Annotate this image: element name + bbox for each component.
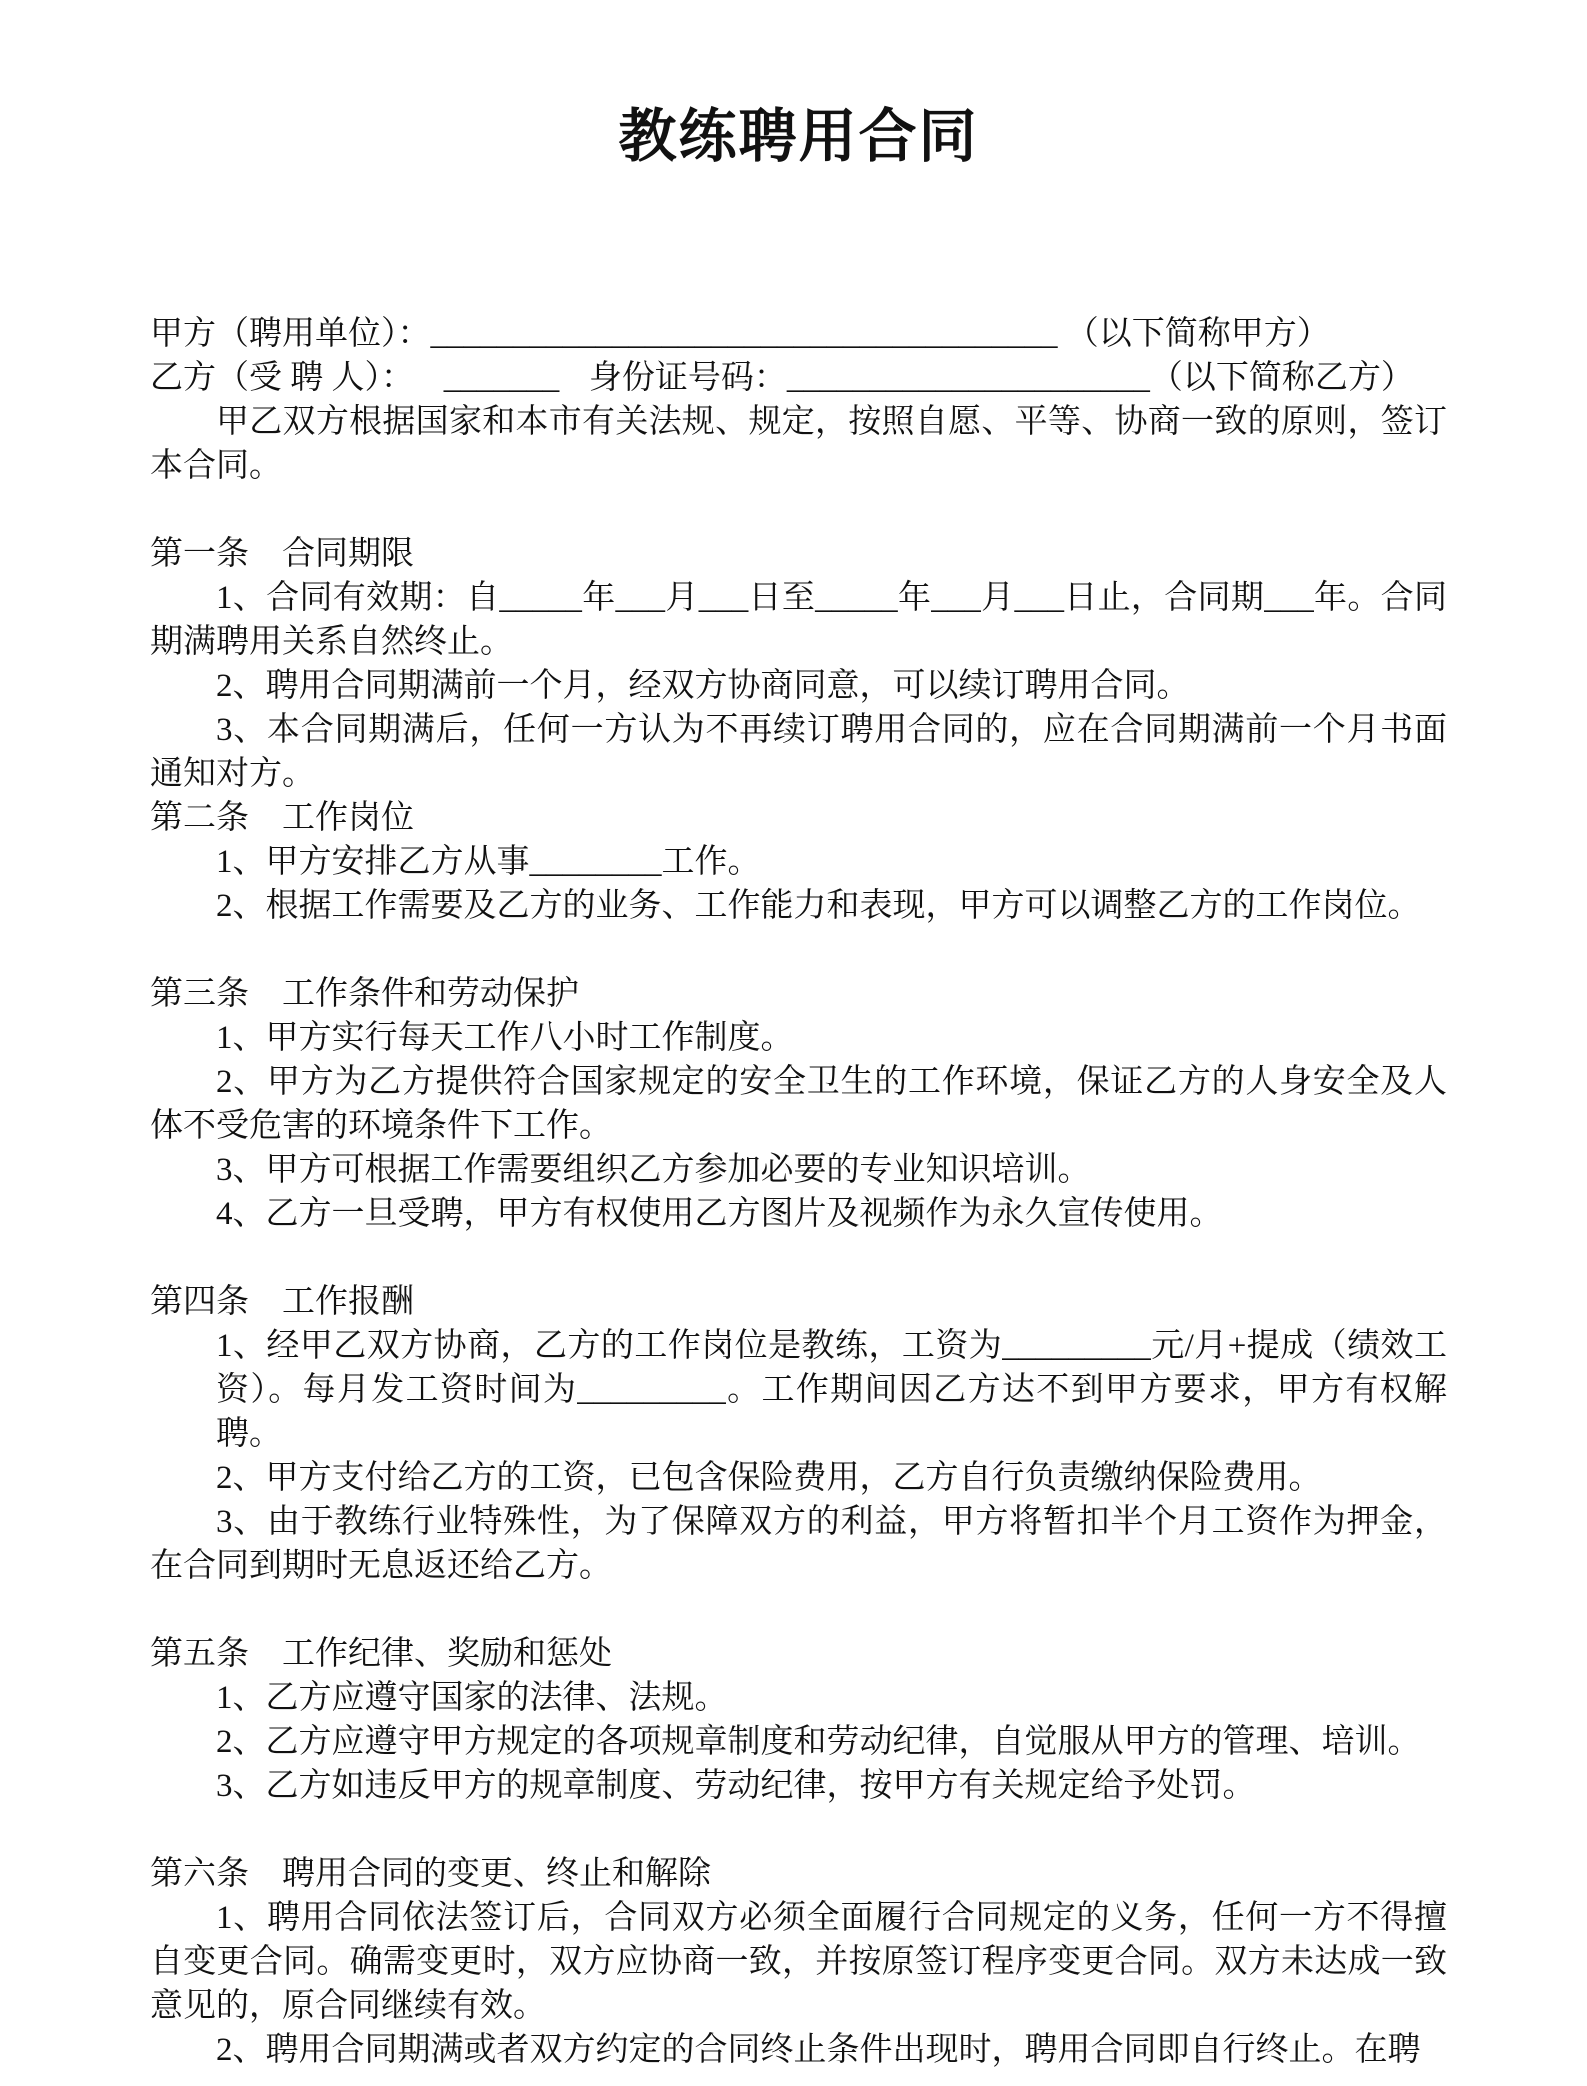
party-b-alias: （以下简称乙方） [1149, 360, 1414, 396]
party-a-blank: ______________________________________ [430, 316, 1058, 352]
section-4-heading: 第四条 工作报酬 [150, 1284, 414, 1320]
party-a-line [150, 312, 1447, 356]
section-4-clause-3: 3、由于教练行业特殊性，为了保障双方的利益，甲方将暂扣半个月工资作为押金，在合同到期时无息返还给乙方。 [150, 1504, 1447, 1584]
section-1-clause-2: 2、聘用合同期满前一个月，经双方协商同意，可以续订聘用合同。 [216, 668, 1190, 704]
section-6-clause-2: 2、聘用合同期满或者双方约定的合同终止条件出现时，聘用合同即自行终止。在聘 [216, 2032, 1421, 2068]
page-title: 教练聘用合同 [618, 104, 979, 169]
section-3-clause-3: 3、甲方可根据工作需要组织乙方参加必要的专业知识培训。 [216, 1152, 1091, 1188]
section-5-clause-3: 3、乙方如违反甲方的规章制度、劳动纪律，按甲方有关规定给予处罚。 [216, 1768, 1256, 1804]
section-1-clause-1: 1、合同有效期：自_____年___月___日至_____年___月___日止，合同期___年。合同期满聘用关系自然终止。 [150, 580, 1447, 660]
section-3-heading: 第三条 工作条件和劳动保护 [150, 976, 579, 1012]
section-3-clause-1: 1、甲方实行每天工作八小时工作制度。 [216, 1020, 794, 1056]
party-b-name-blank: _______ [443, 360, 560, 396]
section-1 [150, 532, 1447, 796]
party-b-label: 乙方（受 聘 人）： [150, 360, 414, 396]
party-b-line [150, 356, 1447, 400]
section-3-clause-2: 2、甲方为乙方提供符合国家规定的安全卫生的工作环境，保证乙方的人身安全及人体不受危害的环境条件下工作。 [150, 1064, 1447, 1144]
section-4-clause-1: 1、经甲乙双方协商，乙方的工作岗位是教练，工资为_________元/月+提成（绩效工资）。每月发工资时间为_________。工作期间因乙方达不到甲方要求，甲方有权解聘。 [216, 1328, 1447, 1452]
section-6 [150, 1852, 1447, 2072]
section-6-clause-1: 1、聘用合同依法签订后，合同双方必须全面履行合同规定的义务，任何一方不得擅自变更合同。确需变更时，双方应协商一致，并按原签订程序变更合同。双方未达成一致意见的，原合同继续有效。 [150, 1900, 1447, 2024]
preamble-intro: 甲乙双方根据国家和本市有关法规、规定，按照自愿、平等、协商一致的原则，签订本合同。 [150, 404, 1447, 484]
section-5-heading: 第五条 工作纪律、奖励和惩处 [150, 1636, 612, 1672]
section-1-clause-3: 3、本合同期满后，任何一方认为不再续订聘用合同的，应在合同期满前一个月书面通知对方。 [150, 712, 1447, 792]
section-2-clause-2: 2、根据工作需要及乙方的业务、工作能力和表现，甲方可以调整乙方的工作岗位。 [216, 888, 1421, 924]
party-b-id-blank: ______________________ [786, 360, 1150, 396]
section-2 [150, 796, 1447, 928]
party-a-label: 甲方（聘用单位）： [150, 316, 431, 352]
section-3-clause-4: 4、乙方一旦受聘，甲方有权使用乙方图片及视频作为永久宣传使用。 [216, 1196, 1223, 1232]
section-3 [150, 972, 1447, 1236]
section-4-clause-2: 2、甲方支付给乙方的工资，已包含保险费用，乙方自行负责缴纳保险费用。 [216, 1460, 1322, 1496]
section-5 [150, 1632, 1447, 1808]
party-a-alias: （以下简称甲方） [1065, 316, 1330, 352]
section-5-clause-2: 2、乙方应遵守甲方规定的各项规章制度和劳动纪律，自觉服从甲方的管理、培训。 [216, 1724, 1421, 1760]
section-2-heading: 第二条 工作岗位 [150, 800, 414, 836]
section-4 [150, 1280, 1447, 1588]
section-6-heading: 第六条 聘用合同的变更、终止和解除 [150, 1856, 711, 1892]
section-2-clause-1: 1、甲方安排乙方从事________工作。 [216, 844, 761, 880]
section-5-clause-1: 1、乙方应遵守国家的法律、法规。 [216, 1680, 728, 1716]
section-1-heading: 第一条 合同期限 [150, 536, 414, 572]
party-b-id-label: 身份证号码： [588, 360, 787, 396]
